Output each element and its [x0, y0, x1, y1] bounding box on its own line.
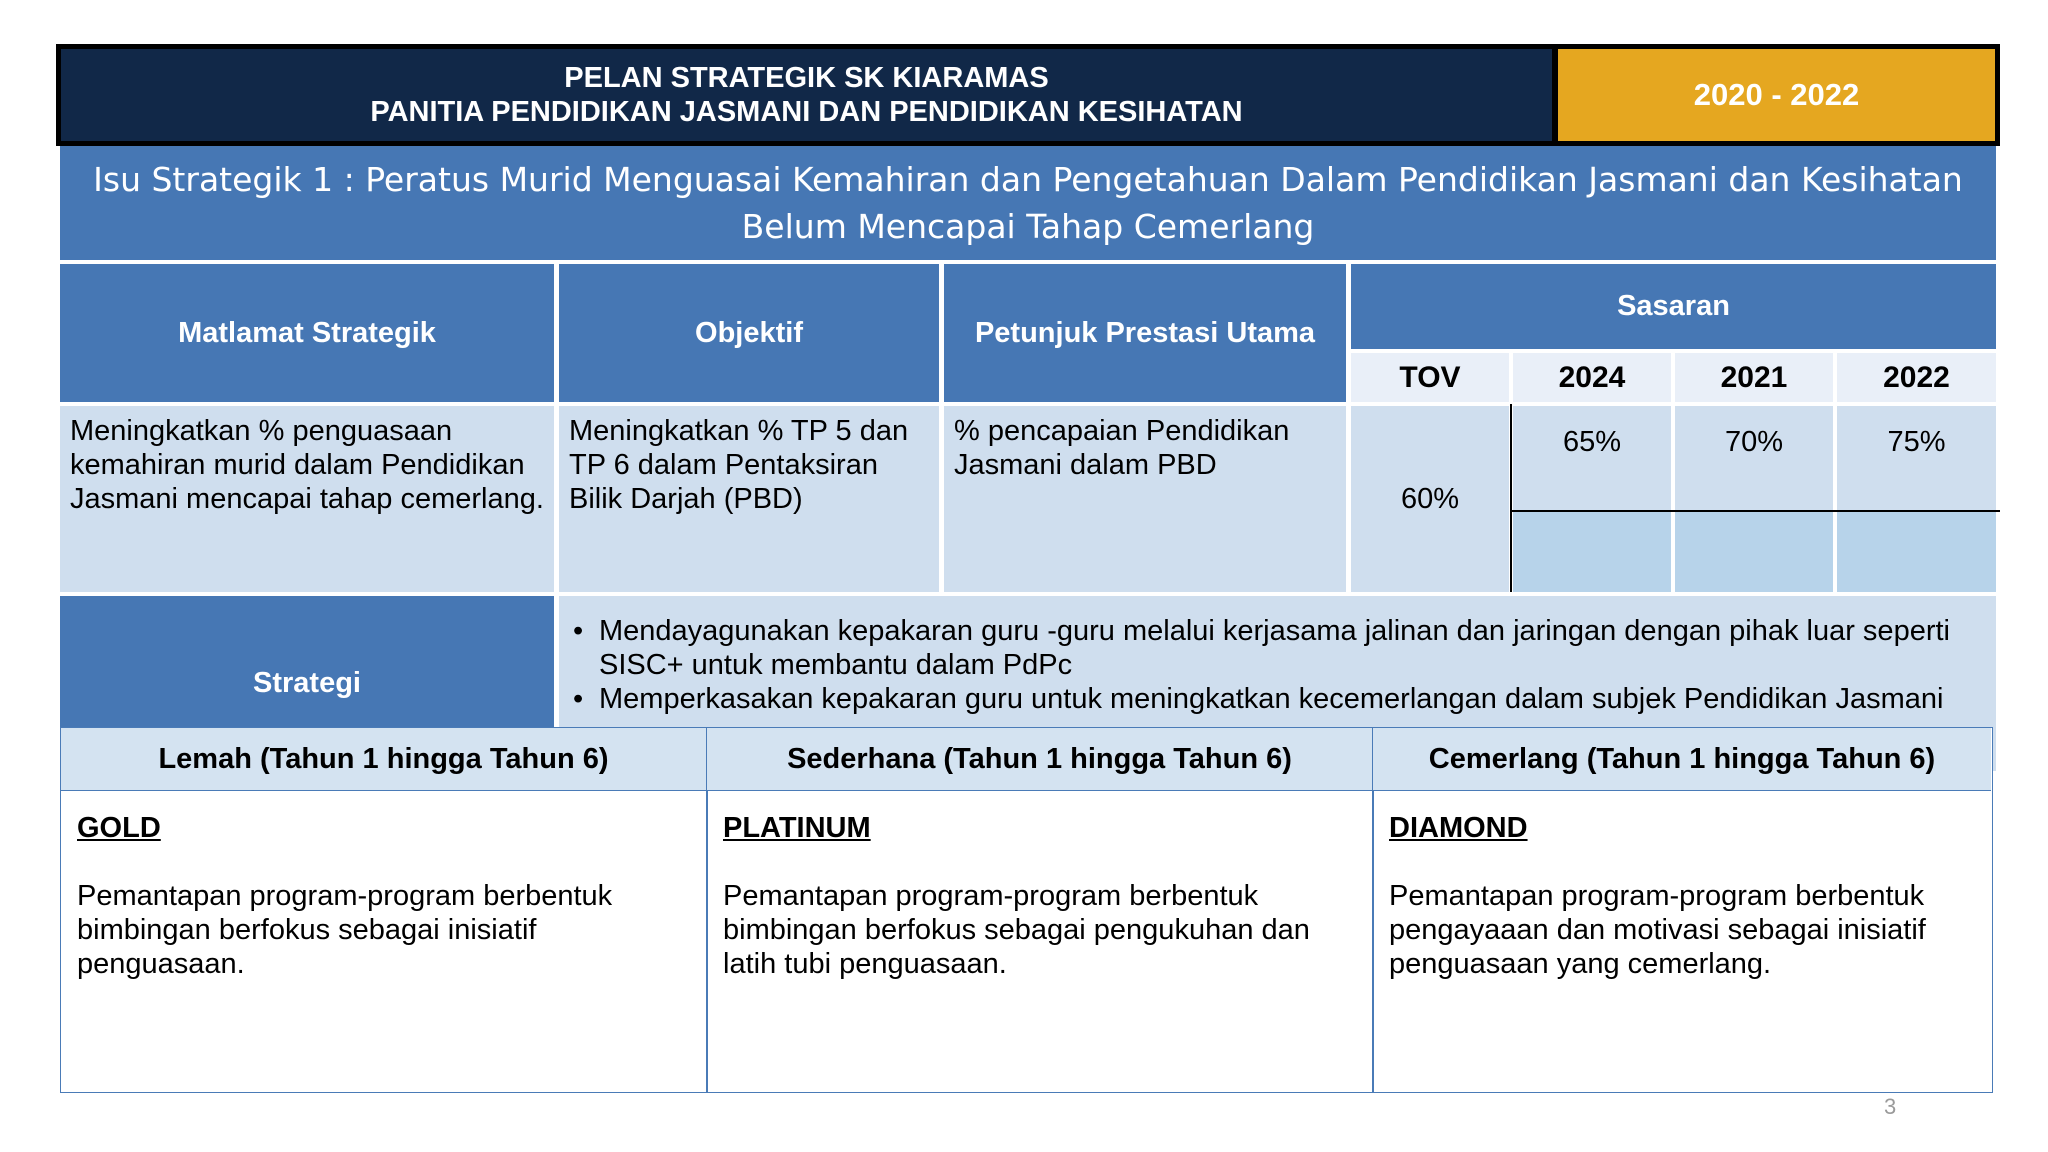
levels-table: [60, 727, 1993, 1093]
level-name: GOLD: [77, 812, 161, 844]
header-targets: Sasaran: [1351, 264, 1996, 349]
level-column-weak: [61, 728, 706, 1092]
header-title: [61, 49, 1552, 141]
target-col-2021: 2021: [1675, 353, 1833, 402]
target-value-2022: 75%: [1837, 406, 1996, 510]
level-description: Pemantapan program-program berbentuk bimbingan berfokus sebagai pengukuhan dan latih tubi penguasaan.: [723, 880, 1310, 980]
kpi-cell: % pencapaian Pendidikan Jasmani dalam PBD: [944, 406, 1346, 592]
target-lower-cell-2024: [1513, 512, 1671, 592]
slide-header: [56, 44, 2000, 146]
level-header: Cemerlang (Tahun 1 hingga Tahun 6): [1373, 728, 1991, 791]
page-number: 3: [1884, 1094, 1897, 1119]
header-objective: Objektif: [559, 264, 939, 402]
target-divider-horizontal: [1510, 510, 2000, 512]
target-lower-cell-2022: [1837, 512, 1996, 592]
tov-value: 60%: [1351, 406, 1509, 592]
strategy-list: [569, 614, 1986, 716]
goal-cell: Meningkatkan % penguasaan kemahiran murid dalam Pendidikan Jasmani mencapai tahap cemerlang.: [60, 406, 554, 592]
objective-cell: Meningkatkan % TP 5 dan TP 6 dalam Pentaksiran Bilik Darjah (PBD): [559, 406, 939, 592]
target-value-2021: 70%: [1675, 406, 1833, 510]
strategy-item: • Mendayagunakan kepakaran guru -guru melalui kerjasama jalinan dan jaringan dengan pihak luar seperti SISC+ untuk membantu dalam PdPc: [569, 614, 1986, 682]
target-col-tov: TOV: [1351, 353, 1509, 402]
strategic-issue: [60, 146, 1996, 260]
strategy-label: Strategi: [60, 596, 554, 771]
level-header: Sederhana (Tahun 1 hingga Tahun 6): [707, 728, 1372, 791]
level-header: Lemah (Tahun 1 hingga Tahun 6): [61, 728, 706, 791]
target-lower-cell-2021: [1675, 512, 1833, 592]
target-col-2024: 2024: [1513, 353, 1671, 402]
level-description: Pemantapan program-program berbentuk bimbingan berfokus sebagai inisiatif penguasaan.: [77, 880, 613, 980]
target-divider-vertical: [1510, 404, 1512, 592]
level-name: PLATINUM: [723, 812, 871, 844]
target-col-2022: 2022: [1837, 353, 1996, 402]
strategic-issue-line2: Belum Mencapai Tahap Cemerlang: [741, 207, 1315, 246]
header-title-line2: PANITIA PENDIDIKAN JASMANI DAN PENDIDIKAN KESIHATAN: [370, 96, 1243, 128]
level-name: DIAMOND: [1389, 812, 1528, 844]
level-column-moderate: [707, 728, 1372, 1092]
header-goal: Matlamat Strategik: [60, 264, 554, 402]
header-title-line1: PELAN STRATEGIK SK KIARAMAS: [564, 62, 1049, 94]
strategy-item: • Memperkasakan kepakaran guru untuk meningkatkan kecemerlangan dalam subjek Pendidikan Jasmani: [569, 682, 1986, 716]
header-years: 2020 - 2022: [1558, 49, 1995, 141]
level-description: Pemantapan program-program berbentuk pengayaaan dan motivasi sebagai inisiatif penguasaan yang cemerlang.: [1389, 880, 1926, 980]
target-value-2024: 65%: [1513, 406, 1671, 510]
level-column-excellent: [1373, 728, 1991, 1092]
header-kpi: Petunjuk Prestasi Utama: [944, 264, 1346, 402]
strategic-issue-line1: Isu Strategik 1 : Peratus Murid Menguasai Kemahiran dan Pengetahuan Dalam Pendidikan Jasmani dan Kesihatan: [93, 160, 1963, 199]
